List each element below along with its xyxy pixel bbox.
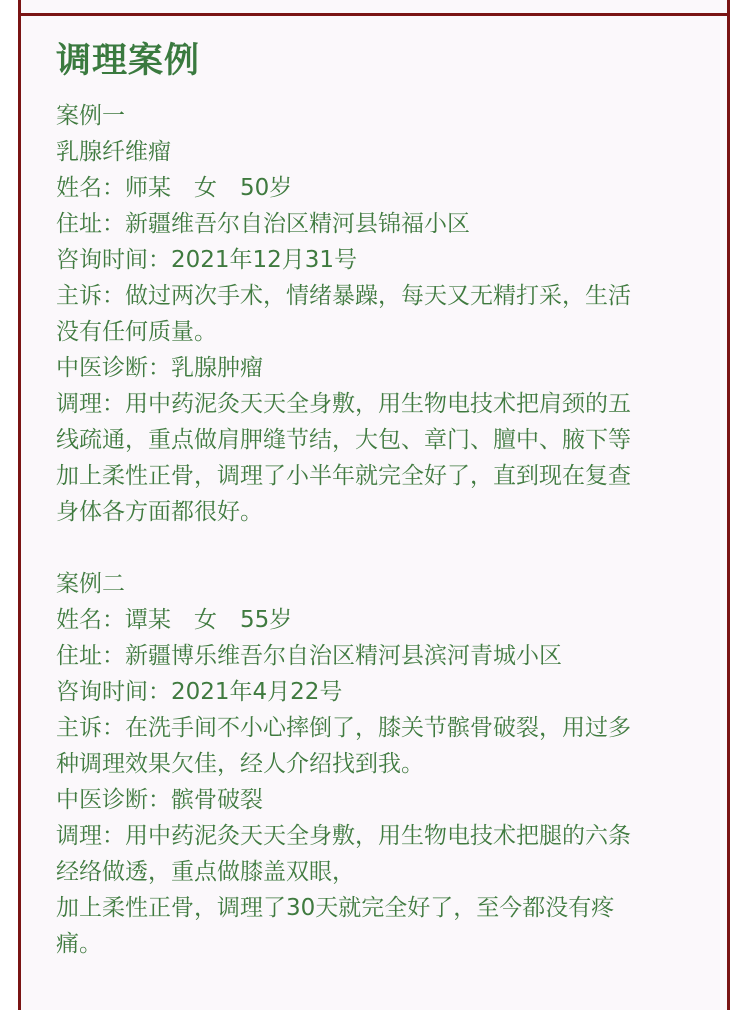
case-2-heading: 案例二 (56, 571, 125, 597)
case-2-treatment-line-1: 调理：用中药泥灸天天全身敷，用生物电技术把腿的六条 (56, 823, 631, 849)
case-1-treatment-line-2: 线疏通，重点做肩胛缝节结，大包、章门、膻中、腋下等 (56, 427, 631, 453)
case-1-name: 姓名：师某 女 50岁 (56, 175, 293, 201)
case-2-treatment-line-2: 经络做透，重点做膝盖双眼， (56, 859, 355, 885)
case-separator (56, 530, 706, 566)
case-1 (56, 98, 706, 530)
case-1-diagnosis: 中医诊断：乳腺肿瘤 (56, 355, 263, 381)
article-body (56, 38, 706, 962)
case-2-complaint-line-1: 主诉：在洗手间不小心摔倒了，膝关节髌骨破裂，用过多 (56, 715, 631, 741)
case-2-treatment-line-4: 痛。 (56, 931, 102, 957)
case-2-address: 住址：新疆博乐维吾尔自治区精河县滨河青城小区 (56, 643, 562, 669)
case-1-complaint-line-2: 没有任何质量。 (56, 319, 217, 345)
page-title: 调理案例 (56, 41, 201, 81)
case-1-treatment-line-3: 加上柔性正骨，调理了小半年就完全好了，直到现在复查 (56, 463, 631, 489)
case-1-treatment-line-1: 调理：用中药泥灸天天全身敷，用生物电技术把肩颈的五 (56, 391, 631, 417)
case-2 (56, 566, 706, 962)
top-border-bar (18, 13, 730, 16)
case-2-diagnosis: 中医诊断：髌骨破裂 (56, 787, 263, 813)
case-1-consult-time: 咨询时间：2021年12月31号 (56, 247, 358, 273)
case-2-complaint-line-2: 种调理效果欠佳，经人介绍找到我。 (56, 751, 424, 777)
case-2-name: 姓名：谭某 女 55岁 (56, 607, 293, 633)
case-1-heading: 案例一 (56, 103, 125, 129)
case-1-treatment-line-4: 身体各方面都很好。 (56, 499, 263, 525)
case-1-complaint-line-1: 主诉：做过两次手术，情绪暴躁，每天又无精打采，生活 (56, 283, 631, 309)
case-2-treatment-line-3: 加上柔性正骨，调理了30天就完全好了，至今都没有疼 (56, 895, 615, 921)
case-1-disease: 乳腺纤维瘤 (56, 139, 171, 165)
case-2-consult-time: 咨询时间：2021年4月22号 (56, 679, 343, 705)
case-1-address: 住址：新疆维吾尔自治区精河县锦福小区 (56, 211, 470, 237)
